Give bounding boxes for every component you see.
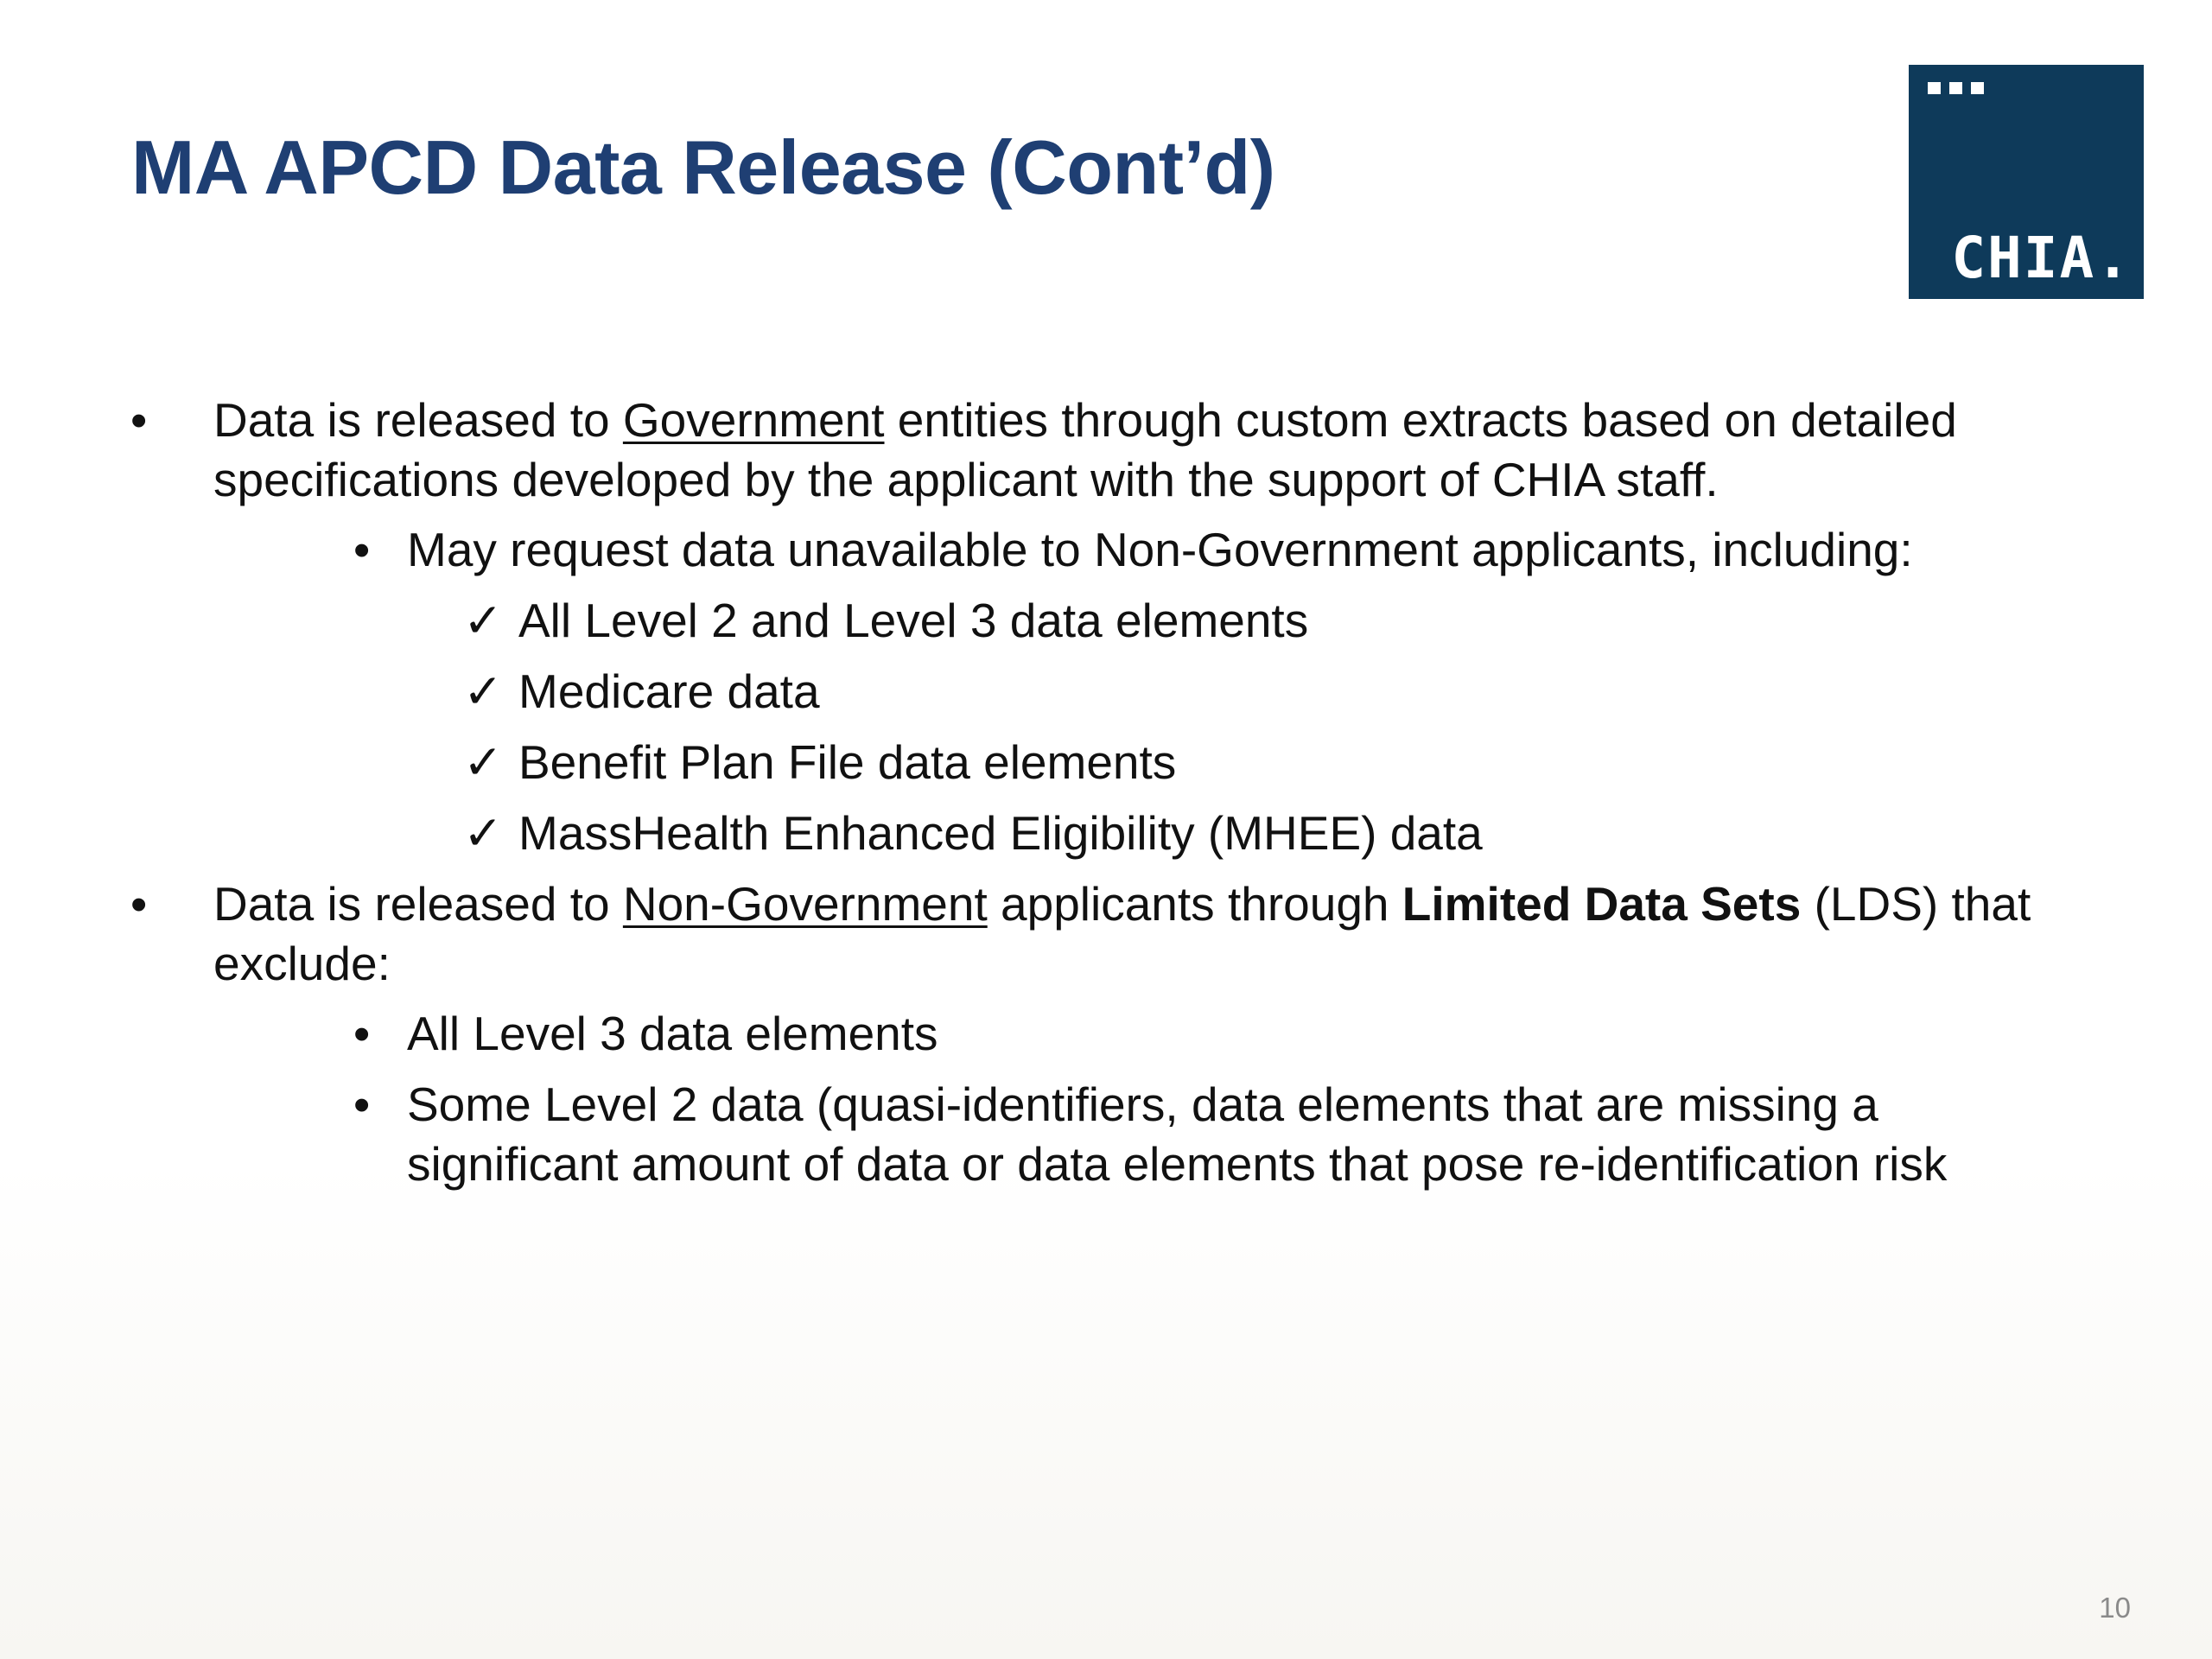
bullet-icon: • — [130, 393, 148, 447]
slide-title: MA APCD Data Release (Cont’d) — [131, 124, 1275, 210]
check-item: ✓ Medicare data — [518, 662, 1987, 721]
bullet-text: Data is released to Government entities through custom extracts based on detailed specifications developed by the applicant with the support of CHIA staff. — [213, 393, 1957, 506]
bullet-icon: • — [353, 523, 371, 576]
check-icon: ✓ — [463, 735, 504, 789]
subbullet-level-3: • All Level 3 data elements — [407, 1004, 2049, 1064]
subbullet-may-request — [353, 520, 2049, 580]
page-number: 10 — [2099, 1592, 2131, 1624]
bullet-icon: • — [130, 877, 148, 931]
bullet-icon: • — [353, 1077, 371, 1131]
logo-text: CHIA. — [1951, 225, 2132, 291]
bullet-non-government — [130, 874, 2063, 994]
check-item: ✓ MassHealth Enhanced Eligibility (MHEE) data — [518, 804, 1987, 863]
check-item: ✓ All Level 2 and Level 3 data elements — [518, 591, 1987, 651]
check-icon: ✓ — [463, 594, 504, 647]
subbullet-text: May request data unavailable to Non-Government applicants, including: — [407, 523, 1913, 576]
bullet-icon: • — [353, 1007, 371, 1060]
check-item: ✓ Benefit Plan File data elements — [518, 733, 1987, 792]
bullet-text: Data is released to Non-Government applicants through Limited Data Sets (LDS) that exclude: — [213, 877, 2031, 990]
check-icon: ✓ — [463, 664, 504, 718]
bullet-government — [130, 391, 2063, 510]
check-icon: ✓ — [463, 806, 504, 860]
subbullet-level-2: • Some Level 2 data (quasi-identifiers, data elements that are missing a significant amount of data or data elements that pose re-identification risk — [407, 1075, 2031, 1194]
